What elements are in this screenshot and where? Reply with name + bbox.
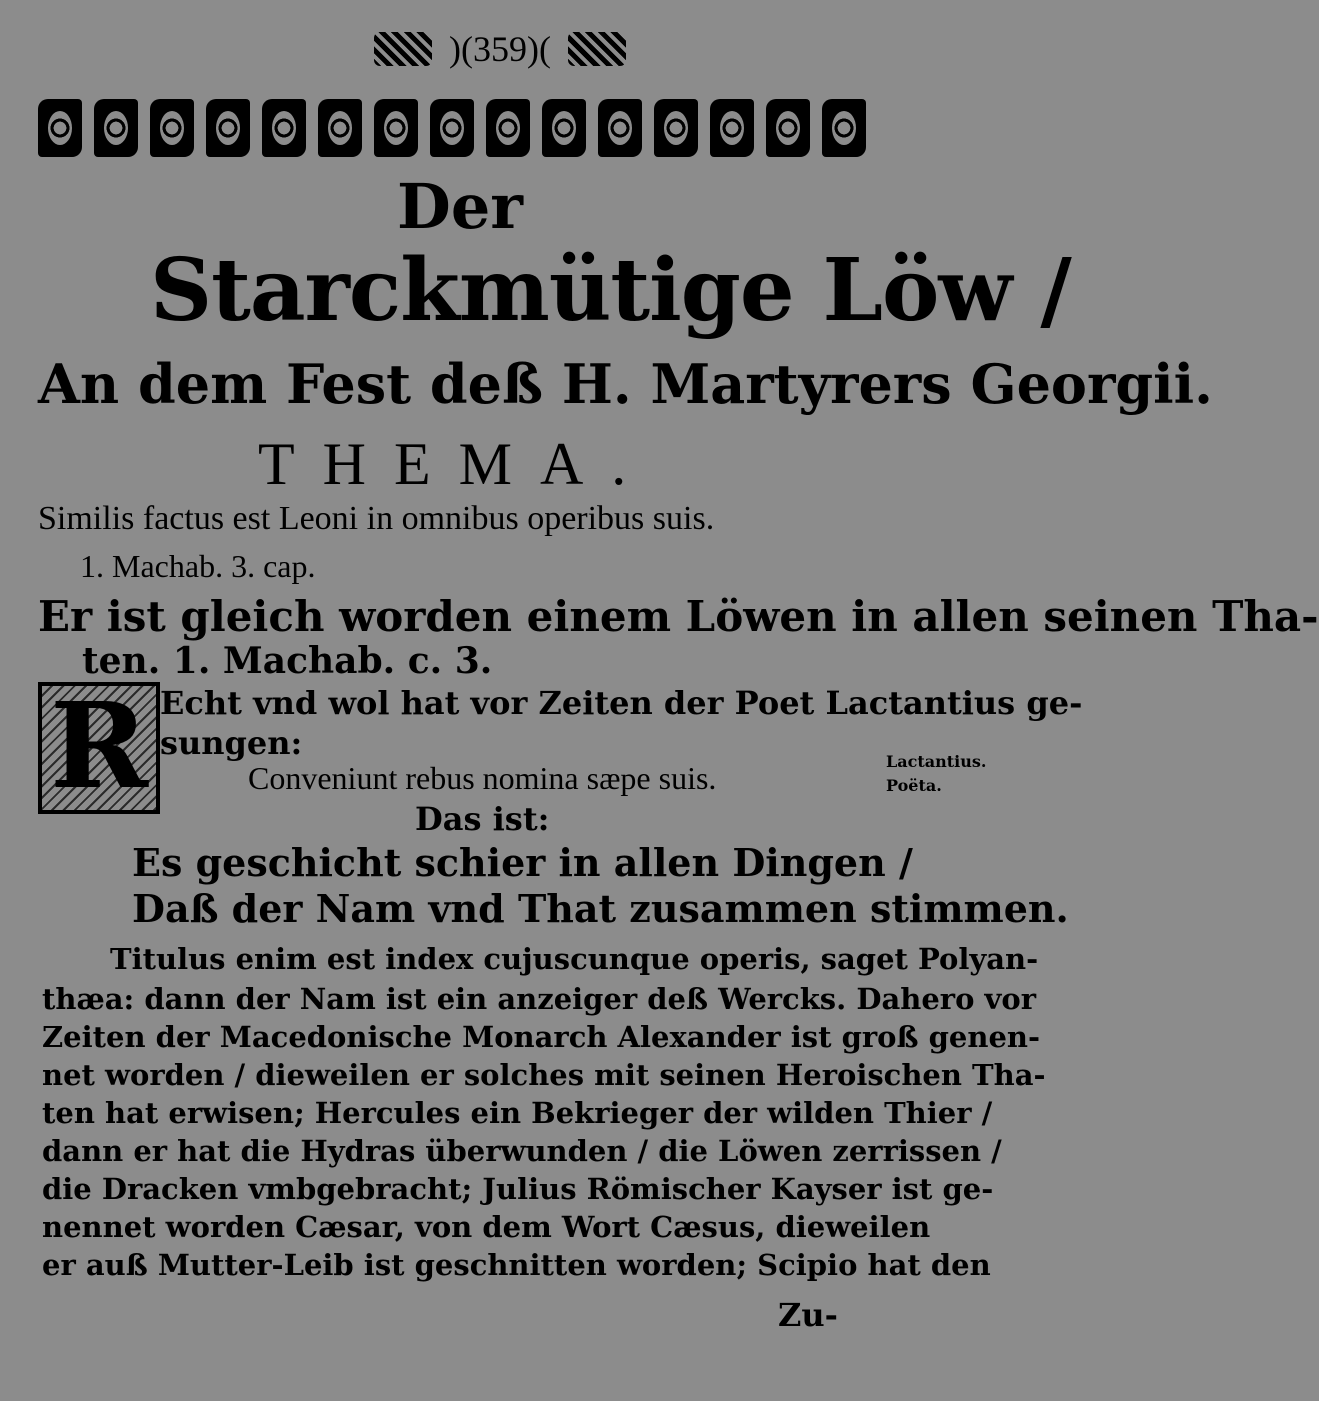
margin-note: Poëta. [886, 776, 942, 795]
thema-label: THEMA. [258, 431, 655, 497]
ornament-flower-icon [654, 99, 698, 157]
margin-note: Lactantius. [886, 752, 987, 771]
ornament-flower-icon [150, 99, 194, 157]
ornament-flower-icon [374, 99, 418, 157]
ornament-flower-icon [206, 99, 250, 157]
body-line: net worden / dieweilen er solches mit seinen Heroischen Tha- [42, 1058, 1046, 1092]
verse-german-line: Er ist gleich worden einem Löwen in allen seinen Tha- [38, 592, 1319, 641]
ornament-flower-icon [822, 99, 866, 157]
page-subtitle: An dem Fest deß H. Martyrers Georgii. [38, 352, 1213, 416]
ornament-flower-icon [486, 99, 530, 157]
ornament-flower-icon [710, 99, 754, 157]
ornament-band [38, 95, 866, 161]
ornament-flower-icon [598, 99, 642, 157]
ornament-flower-icon [262, 99, 306, 157]
paragraph-line: sungen: [160, 724, 303, 762]
body-line: Zeiten der Macedonische Monarch Alexander ist groß genen- [42, 1020, 1041, 1054]
verse-reference: 1. Machab. 3. cap. [80, 548, 316, 584]
page-title: Starckmütige Löw / [150, 240, 1071, 341]
catchword: Zu- [778, 1296, 838, 1334]
ornament-flower-icon [94, 99, 138, 157]
ornament-flower-icon [542, 99, 586, 157]
body-line: dann er hat die Hydras überwunden / die Löwen zerrissen / [42, 1134, 1002, 1168]
page-number: )(359)( [449, 29, 551, 69]
ornament-flower-icon [430, 99, 474, 157]
page-header [0, 28, 1000, 70]
body-line: er auß Mutter-Leib ist geschnitten worden; Scipio hat den [42, 1248, 991, 1282]
body-line: thæa: dann der Nam ist ein anzeiger deß Wercks. Dahero vor [42, 982, 1036, 1016]
header-ornament-right-icon [568, 32, 626, 66]
heading-der: Der [397, 170, 523, 243]
ornament-flower-icon [318, 99, 362, 157]
das-ist-label: Das ist: [415, 800, 550, 838]
body-line: ten hat erwisen; Hercules ein Bekrieger der wilden Thier / [42, 1096, 993, 1130]
poem-latin: Conveniunt rebus nomina sæpe suis. [248, 760, 717, 796]
body-line: Titulus enim est index cujuscunque operis, saget Polyan- [110, 942, 1039, 976]
body-line: nennet worden Cæsar, von dem Wort Cæsus, dieweilen [42, 1210, 931, 1244]
poem-german-line: Es geschicht schier in allen Dingen / [132, 840, 913, 885]
dropcap-initial: R [38, 682, 160, 814]
verse-latin: Similis factus est Leoni in omnibus operibus suis. [38, 500, 715, 537]
verse-german-line: ten. 1. Machab. c. 3. [82, 640, 493, 682]
paragraph-line: Echt vnd wol hat vor Zeiten der Poet Lactantius ge- [160, 684, 1083, 722]
header-ornament-left-icon [374, 32, 432, 66]
ornament-flower-icon [766, 99, 810, 157]
poem-german-line: Daß der Nam vnd That zusammen stimmen. [132, 886, 1069, 931]
ornament-flower-icon [38, 99, 82, 157]
body-line: die Dracken vmbgebracht; Julius Römischer Kayser ist ge- [42, 1172, 994, 1206]
